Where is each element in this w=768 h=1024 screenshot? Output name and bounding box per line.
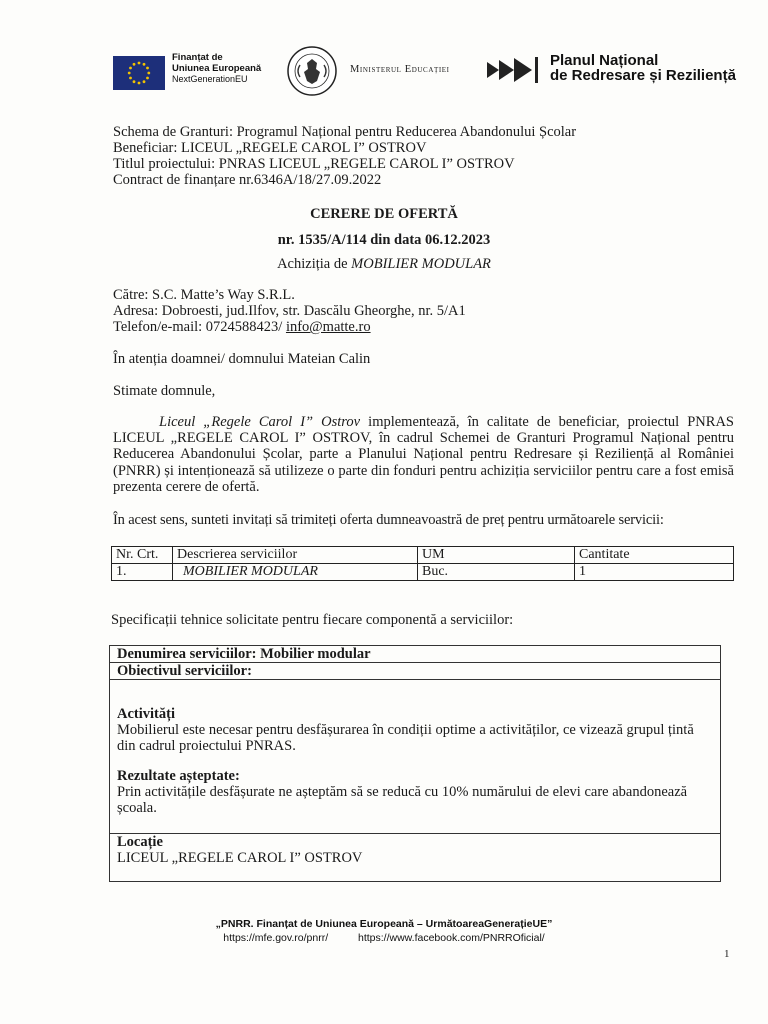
government-seal-logo bbox=[286, 45, 338, 97]
invitation-line: În acest sens, sunteti invitați să trimiteți oferta dumneavoastră de preț pentru următoarele servicii: bbox=[113, 512, 664, 528]
greeting: Stimate domnule, bbox=[113, 383, 216, 399]
eu-line1: Finanțat de bbox=[172, 52, 223, 63]
activities-text: Mobilierul este necesar pentru desfășurarea în condiții optime a activităților, ce vizează grupul țintă din cadrul proiectului PNRAS. bbox=[117, 722, 694, 754]
email-link[interactable]: info@matte.ro bbox=[285, 319, 371, 335]
specification-box bbox=[109, 645, 721, 882]
document-subject bbox=[0, 256, 768, 272]
location-text: LICEUL „REGELE CAROL I” OSTROV bbox=[117, 850, 363, 866]
page-number: 1 bbox=[724, 948, 730, 960]
footer-link-mfe[interactable]: https://mfe.gov.ro/pnrr/ bbox=[223, 932, 329, 944]
footer-slogan: „PNRR. Finanțat de Uniunea Europeană – UrmătoareaGenerațieUE” bbox=[215, 918, 553, 930]
services-table bbox=[111, 546, 734, 581]
results-label: Rezultate așteptate: bbox=[117, 768, 240, 784]
eu-funding-text bbox=[172, 52, 261, 85]
subject-name: MOBILIER MODULAR bbox=[351, 256, 491, 272]
cell-nr: 1. bbox=[112, 564, 173, 581]
body-paragraph bbox=[113, 414, 734, 495]
spec-intro: Specificații tehnice solicitate pentru fiecare componentă a serviciilor: bbox=[111, 612, 514, 628]
pnrr-arrows-logo bbox=[487, 55, 545, 85]
recipient-address: Adresa: Dobroesti, jud.Ilfov, str. Dascălu Gheorghe, nr. 5/A1 bbox=[113, 303, 466, 319]
header-um: UM bbox=[418, 547, 575, 564]
spec-name-label: Denumirea serviciilor: Mobilier modular bbox=[117, 646, 371, 662]
pnrr-line1: Planul Național bbox=[550, 52, 659, 69]
eu-flag-logo bbox=[113, 56, 165, 90]
table-row bbox=[112, 564, 734, 581]
spec-objective-label: Obiectivul serviciilor: bbox=[117, 663, 252, 679]
project-title-line: Titlul proiectului: PNRAS LICEUL „REGELE CAROL I” OSTROV bbox=[113, 156, 515, 172]
spec-details-row bbox=[110, 680, 720, 834]
location-label: Locație bbox=[117, 834, 163, 850]
cell-um: Buc. bbox=[418, 564, 575, 581]
subject-prefix: Achiziția de bbox=[277, 256, 352, 272]
activities-label: Activități bbox=[117, 706, 175, 722]
header-description: Descrierea serviciilor bbox=[173, 547, 418, 564]
table-header-row bbox=[112, 547, 734, 564]
body-paragraph-text: implementează, în calitate de beneficiar, proiectul PNRAS LICEUL „REGELE CAROL I” OSTROV, în cadrul Schemei de Granturi Programul Național pentru Reducerea Abandonului Școlar, parte a Planului Național pentru Redresare și Reziliență al României (PNRR) și intenționează să utilizeze o parte din fonduri pentru achiziția serviciilor pentru care a fost emisă prezenta cerere de ofertă. bbox=[113, 414, 734, 495]
recipient-to: Către: S.C. Matte’s Way S.R.L. bbox=[113, 287, 295, 303]
contract-line: Contract de finanțare nr.6346A/18/27.09.2022 bbox=[113, 172, 382, 188]
cell-quantity: 1 bbox=[575, 564, 734, 581]
footer-links bbox=[0, 932, 768, 945]
school-name: Liceul „Regele Carol I” Ostrov bbox=[159, 414, 361, 430]
document-title: CERERE DE OFERTĂ bbox=[310, 206, 458, 222]
spec-objective-row bbox=[110, 663, 720, 680]
ministry-name: Ministerul Educației bbox=[350, 64, 450, 75]
eu-line3: NextGenerationEU bbox=[172, 74, 248, 84]
header-nr: Nr. Crt. bbox=[112, 547, 173, 564]
beneficiary-line: Beneficiar: LICEUL „REGELE CAROL I” OSTROV bbox=[113, 140, 427, 156]
cell-description: MOBILIER MODULAR bbox=[173, 564, 418, 581]
pnrr-logo-text bbox=[550, 53, 736, 83]
recipient-contact bbox=[113, 319, 371, 335]
grant-scheme-line: Schema de Granturi: Programul Național pentru Reducerea Abandonului Școlar bbox=[113, 124, 577, 140]
results-text: Prin activitățile desfășurate ne așteptăm să se reducă cu 10% numărului de elevi care abandonează școala. bbox=[117, 784, 688, 816]
contact-phone: Telefon/e-mail: 0724588423/ bbox=[113, 319, 286, 335]
header-quantity: Cantitate bbox=[575, 547, 734, 564]
attention-line: În atenția doamnei/ domnului Mateian Calin bbox=[113, 351, 371, 367]
spec-name-row bbox=[110, 646, 720, 663]
eu-line2: Uniunea Europeană bbox=[172, 63, 262, 74]
pnrr-line2: de Redresare și Reziliență bbox=[550, 67, 736, 84]
footer-link-facebook[interactable]: https://www.facebook.com/PNRROficial/ bbox=[357, 932, 545, 944]
document-number: nr. 1535/A/114 din data 06.12.2023 bbox=[277, 232, 491, 248]
